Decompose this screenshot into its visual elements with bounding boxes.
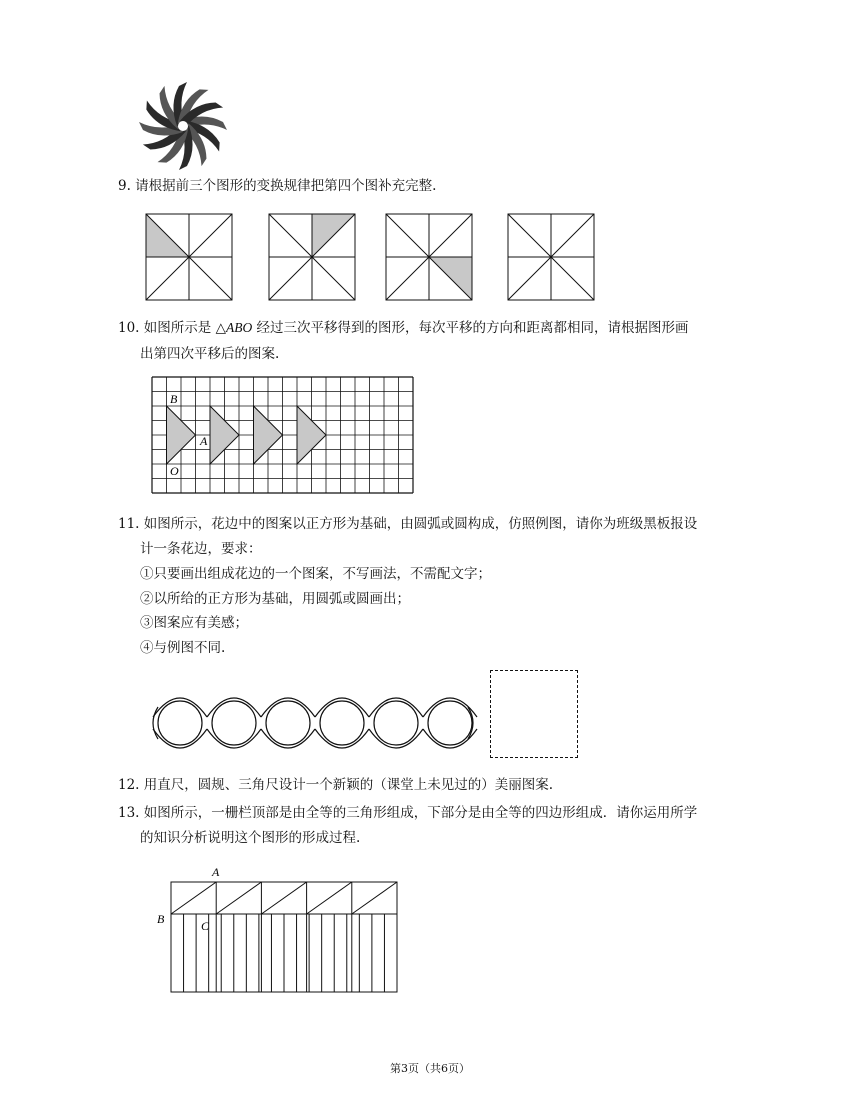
question-12-text: 12. 用直尺，圆规、三角尺设计一个新颖的（课堂上未见过的）美丽图案. [118, 777, 554, 793]
q10-label-a: A [200, 434, 208, 448]
q11-dashed-answer-square [490, 670, 578, 758]
question-11-requirement-2: ②以所给的正方形为基础，用圆弧或圆画出； [140, 591, 410, 607]
q11-pattern-circle [158, 701, 202, 745]
question-10-line-2: 出第四次平移后的图案. [140, 346, 280, 362]
question-13-line-2: 的知识分析说明这个图形的形成过程. [140, 830, 361, 846]
q11-pattern-circle [320, 701, 364, 745]
question-10-line-1: 10. 如图所示是 △ABO 经过三次平移得到的图形，每次平移的方向和距离都相同，请根据图形画 [118, 320, 689, 336]
question-9-text: 9. 请根据前三个图形的变换规律把第四个图补充完整. [118, 178, 437, 194]
q11-pattern-circle [374, 701, 418, 745]
q11-pattern-circle [212, 701, 256, 745]
q13-fence-figure [155, 862, 405, 996]
q11-border-pattern [150, 690, 476, 756]
q11-pattern-circle [428, 701, 472, 745]
question-11-requirement-4: ④与例图不同. [140, 640, 226, 656]
q13-label-c: C [201, 919, 210, 933]
question-11-line-2: 计一条花边，要求： [140, 541, 262, 557]
q9-squares-figure [146, 214, 606, 300]
q10-label-o: O [170, 464, 179, 478]
q9-square-2 [269, 214, 355, 300]
q11-pattern-circle [266, 701, 310, 745]
question-11-line-1: 11. 如图所示，花边中的图案以正方形为基础，由圆弧或圆构成，仿照例图，请你为班级黑板报设 [118, 516, 698, 532]
question-11-requirement-1: ①只要画出组成花边的一个图案，不写画法，不需配文字； [140, 566, 491, 582]
question-11-requirement-3: ③图案应有美感； [140, 615, 248, 631]
q13-top-diagonal [261, 882, 306, 914]
q9-square-1 [146, 214, 232, 300]
question-13-line-1: 13. 如图所示，一栅栏顶部是由全等的三角形组成，下部分是由全等的四边形组成．请你运用所学 [118, 805, 698, 821]
q9-square-4 [508, 214, 594, 300]
pinwheel-center [178, 121, 188, 131]
q13-top-diagonal [171, 882, 216, 914]
page-footer: 第3页（共6页） [390, 1062, 470, 1075]
q10-label-b: B [170, 392, 178, 406]
q10-grid-figure [152, 377, 414, 493]
q9-square-3 [386, 214, 472, 300]
q13-top-diagonal [307, 882, 352, 914]
q13-top-diagonal [352, 882, 397, 914]
q13-top-diagonal [216, 882, 261, 914]
q13-label-a: A [212, 865, 220, 879]
spiral-pinwheel-figure [135, 78, 231, 174]
q13-label-b: B [157, 912, 165, 926]
